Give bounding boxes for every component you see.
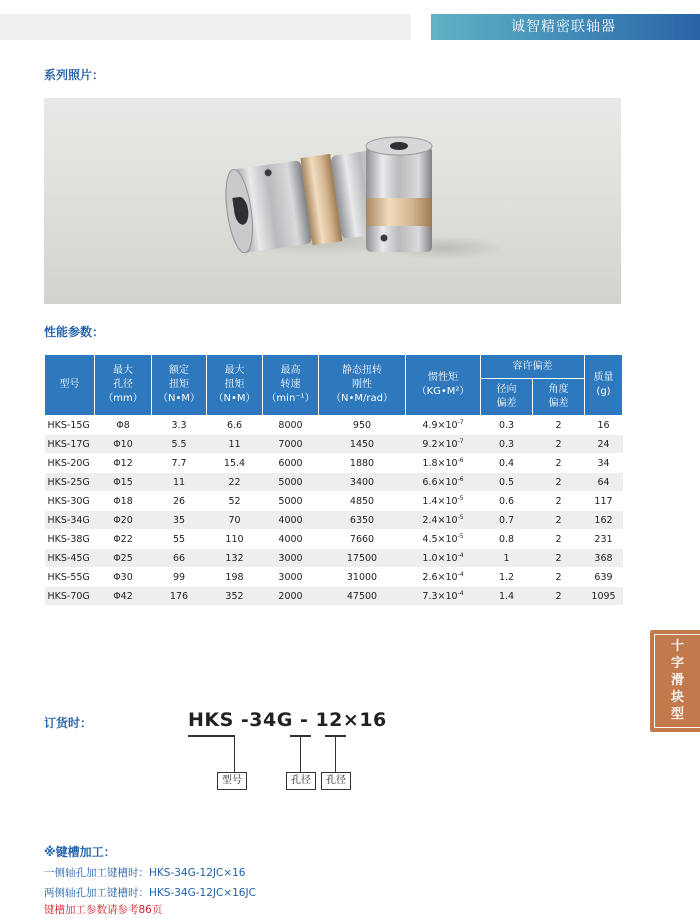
th-bore: 最大 孔径 （mm） bbox=[95, 355, 152, 416]
performance-section-label: 性能参数： bbox=[44, 325, 105, 339]
box-bore1: 孔径 bbox=[286, 772, 316, 790]
product-photo bbox=[44, 98, 621, 304]
photo-section-label: 系列照片： bbox=[44, 68, 105, 82]
spec-table bbox=[44, 354, 623, 606]
order-label: 订货时： bbox=[44, 716, 93, 730]
th-stiffness: 静态扭转 刚性 （N•M/rad） bbox=[319, 355, 406, 416]
th-angular: 角度 偏差 bbox=[533, 379, 585, 416]
category-side-tab-text: 十 字 滑 块 型 bbox=[654, 634, 700, 728]
th-mass: 质量 (g) bbox=[585, 355, 623, 416]
th-inertia: 惯性矩 （KG•M²） bbox=[406, 355, 481, 416]
table-row: HKS-25G Φ15 11 22 5000 3400 $6.6\times 10^{-6}$ 0.5 2 64 bbox=[45, 473, 623, 492]
leader-bore1 bbox=[300, 737, 301, 773]
th-rated-torque: 额定 扭矩 （N•M） bbox=[152, 355, 207, 416]
table-row: HKS-15G Φ8 3.3 6.6 8000 950 $4.9\times 10^{-7}$ 0.3 2 16 bbox=[45, 416, 623, 435]
th-tolerance: 容许偏差 bbox=[481, 355, 585, 379]
th-max-speed: 最高 转速 （min⁻¹） bbox=[263, 355, 319, 416]
table-row: HKS-34G Φ20 35 70 4000 6350 $2.4\times 10^{-5}$ 0.7 2 162 bbox=[45, 511, 623, 530]
table-row: HKS-20G Φ12 7.7 15.4 6000 1880 $1.8\times 10^{-6}$ 0.4 2 34 bbox=[45, 454, 623, 473]
th-radial: 径向 偏差 bbox=[481, 379, 533, 416]
table-row: HKS-38G Φ22 55 110 4000 7660 $4.5\times 10^{-5}$ 0.8 2 231 bbox=[45, 530, 623, 549]
leader-model bbox=[234, 737, 235, 773]
keyway-note: 键槽加工参数请参考86页 bbox=[44, 904, 163, 916]
coupling-illustration bbox=[44, 98, 621, 304]
keyway-one-side: 一侧轴孔加工键槽时：HKS-34G-12JC×16 bbox=[44, 867, 246, 879]
category-side-tab bbox=[650, 630, 700, 732]
underline-model bbox=[188, 735, 235, 737]
order-code: HKS -34G - 12×16 bbox=[188, 709, 387, 731]
keyway-two-side: 两侧轴孔加工键槽时：HKS-34G-12JC×16JC bbox=[44, 887, 256, 899]
leader-bore2 bbox=[335, 737, 336, 773]
table-row: HKS-55G Φ30 99 198 3000 31000 $2.6\times 10^{-4}$ 1.2 2 639 bbox=[45, 568, 623, 587]
box-model: 型号 bbox=[217, 772, 247, 790]
table-row: HKS-45G Φ25 66 132 3000 17500 $1.0\times 10^{-4}$ 1 2 368 bbox=[45, 549, 623, 568]
box-bore2: 孔径 bbox=[321, 772, 351, 790]
table-row: HKS-70G Φ42 176 352 2000 47500 $7.3\times 10^{-4}$ 1.4 2 1095 bbox=[45, 587, 623, 606]
header-gray-bar bbox=[0, 14, 411, 40]
keyway-title: ※键槽加工： bbox=[44, 845, 116, 859]
table-row: HKS-30G Φ18 26 52 5000 4850 $1.4\times 10^{-5}$ 0.6 2 117 bbox=[45, 492, 623, 511]
table-row: HKS-17G Φ10 5.5 11 7000 1450 $9.2\times 10^{-7}$ 0.3 2 24 bbox=[45, 435, 623, 454]
th-model: 型号 bbox=[45, 355, 95, 416]
th-max-torque: 最大 扭矩 （N•M） bbox=[207, 355, 263, 416]
header-banner: 诚智精密联轴器 bbox=[431, 14, 700, 40]
